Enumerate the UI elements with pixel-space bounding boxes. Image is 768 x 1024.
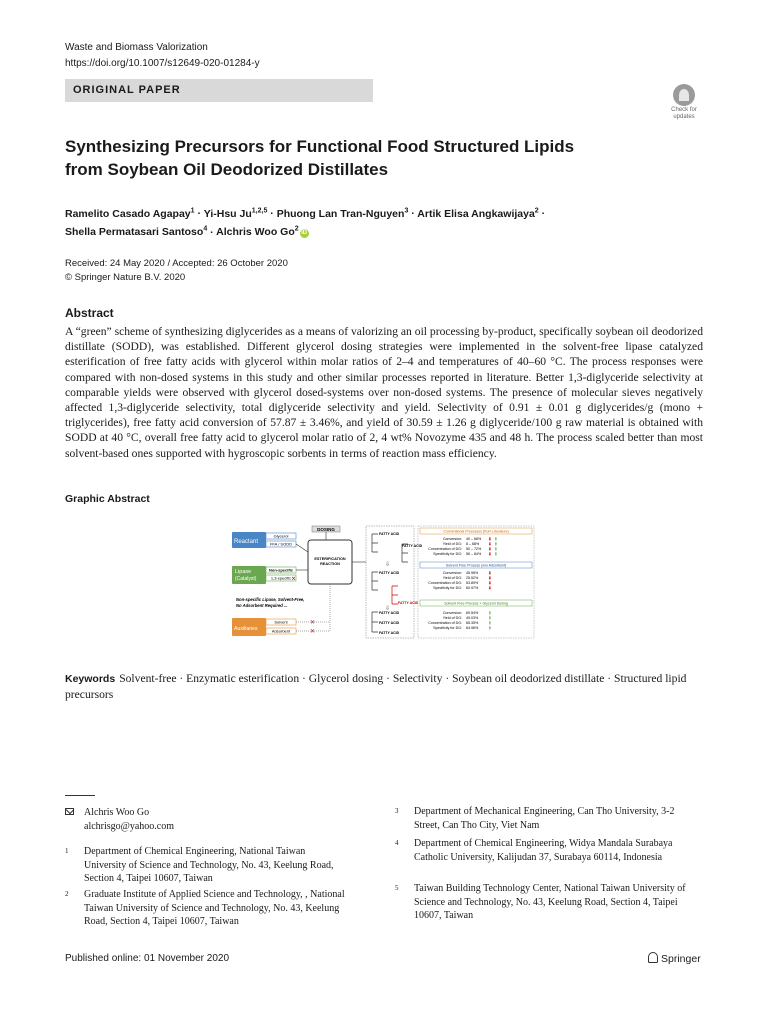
fatty-acid-label: FATTY ACID xyxy=(379,631,400,635)
graphic-abstract-figure xyxy=(232,522,536,640)
mail-icon xyxy=(65,808,74,815)
auxiliaries-label: Auxiliaries xyxy=(234,626,258,632)
svg-text:⬇: ⬇ xyxy=(488,546,492,552)
svg-text:⬇: ⬇ xyxy=(488,536,492,542)
solvent-label: Solvent xyxy=(274,619,288,625)
note-line-2: No Adsorbent Required ... xyxy=(236,603,288,608)
corresponding-author: Alchris Woo Go alchrisgo@yahoo.com xyxy=(65,806,345,833)
keywords-label: Keywords xyxy=(65,673,116,685)
svg-text:50 – 72%: 50 – 72% xyxy=(466,547,482,551)
svg-text:Specificity for DG:: Specificity for DG: xyxy=(433,626,462,630)
svg-text:✕: ✕ xyxy=(310,620,316,626)
svg-text:⬆: ⬆ xyxy=(494,541,498,547)
fatty-acid-label: FATTY ACID xyxy=(398,601,419,605)
svg-text:⬆: ⬆ xyxy=(494,536,498,542)
svg-text:56 – 84%: 56 – 84% xyxy=(466,552,482,556)
publisher-logo: Springer xyxy=(648,952,701,965)
svg-text:⬆: ⬆ xyxy=(488,625,492,631)
svg-text:⇩: ⇩ xyxy=(385,606,391,612)
svg-text:⬇: ⬇ xyxy=(488,575,492,581)
affiliation-5: 5 Taiwan Building Technology Center, National Taiwan University of Science and Technology, No. 43, Keelung Road, Section 4, Taipei 10607, Taiwan xyxy=(395,883,686,921)
svg-text:Concentration of DG:: Concentration of DG: xyxy=(428,581,462,585)
catalyst-label: (Catalyst) xyxy=(235,576,257,582)
svg-text:53.89%: 53.89% xyxy=(466,581,479,585)
svg-text:64.96%: 64.96% xyxy=(466,626,479,630)
affiliation-2: 2 Graduate Institute of Applied Science and Technology, , National Taiwan University of Science and Technology, No. 43, Keelung Road, Section 4, Taipei 10607, Taiwan xyxy=(65,889,345,927)
svg-text:Conversion:: Conversion: xyxy=(442,571,462,575)
svg-text:⬆: ⬆ xyxy=(494,551,498,557)
keywords-list: Solvent-free · Enzymatic esterification · Glycerol dosing · Selectivity · Soybean oil deodorized distillate · Structured lipid precursors xyxy=(65,672,687,701)
check-for-updates-button[interactable]: Check for updates xyxy=(664,84,704,124)
svg-text:49.03%: 49.03% xyxy=(466,616,479,620)
reaction-label-1: ESTERIFICATION xyxy=(314,557,346,561)
svg-text:⬆: ⬆ xyxy=(488,610,492,616)
fatty-acid-label: FATTY ACID xyxy=(379,571,400,575)
svg-text:Yield of DG:: Yield of DG: xyxy=(442,616,462,620)
orcid-icon[interactable]: iD xyxy=(301,230,308,236)
svg-text:8 – 68%: 8 – 68% xyxy=(466,542,480,546)
paper-title: Synthesizing Precursors for Functional Food Structured Lipids from Soybean Oil Deodorized Distillates xyxy=(65,137,575,179)
specific-label: 1,3-specific xyxy=(270,575,292,581)
published-date: Published online: 01 November 2020 xyxy=(65,953,229,964)
svg-text:Specificity for DG:: Specificity for DG: xyxy=(433,552,462,556)
reactant-label: Reactant xyxy=(234,539,259,545)
author[interactable]: Alchris Woo Go$^2$ xyxy=(216,225,299,238)
fatty-acid-label: FATTY ACID xyxy=(402,544,423,548)
svg-text:⇩: ⇩ xyxy=(385,562,391,568)
svg-text:⬇: ⬇ xyxy=(488,580,492,586)
svg-text:Conversion:: Conversion: xyxy=(442,537,462,541)
abstract-heading: Abstract xyxy=(65,306,114,320)
svg-text:⬇: ⬇ xyxy=(488,585,492,591)
author[interactable]: Yi-Hsu Ju$^{1,2,5}$ xyxy=(203,207,268,220)
panel-title-conventional: Conventional Processes (from Literature) xyxy=(443,529,509,534)
fatty-acid-label: FATTY ACID xyxy=(379,532,400,536)
svg-text:Yield of DG:: Yield of DG: xyxy=(442,542,462,546)
svg-text:Concentration of DG:: Concentration of DG: xyxy=(428,621,462,625)
svg-text:65.35%: 65.35% xyxy=(466,621,479,625)
svg-text:⬇: ⬇ xyxy=(488,541,492,547)
affiliation-3: 3 Department of Mechanical Engineering, Can Tho University, 3-2 Street, Can Tho City, Viet Nam xyxy=(395,806,675,831)
svg-text:⬆: ⬆ xyxy=(494,546,498,552)
check-updates-icon xyxy=(673,84,695,106)
journal-header xyxy=(65,40,260,72)
trend-arrows xyxy=(488,537,498,631)
author[interactable]: Artik Elisa Angkawijaya$^2$ xyxy=(417,207,539,220)
svg-text:⬇: ⬇ xyxy=(488,570,492,576)
author[interactable]: Shella Permatasari Santoso$^4$ xyxy=(65,225,208,238)
keywords xyxy=(65,671,705,703)
article-type-banner: ORIGINAL PAPER xyxy=(65,79,373,102)
affiliation-1: 1 Department of Chemical Engineering, National Taiwan University of Science and Technology, No. 43, Keelung Road, Section 4, Taipei 10607, Taiwan xyxy=(65,846,334,884)
svg-text:⬆: ⬆ xyxy=(488,615,492,621)
svg-text:45.98%: 45.98% xyxy=(466,571,479,575)
article-dates: Received: 24 May 2020 / Accepted: 26 October 2020 © Springer Nature B.V. 2020 xyxy=(65,258,288,283)
svg-text:40 – 68%: 40 – 68% xyxy=(466,537,482,541)
nonspecific-label: Non-specific xyxy=(268,567,294,573)
lipase-label: Lipase xyxy=(235,569,252,575)
affiliation-4: 4 Department of Chemical Engineering, Widya Mandala Surabaya Catholic University, Kalijudan 37, Surabaya 60114, Indonesia xyxy=(395,838,673,863)
svg-text:Conversion:: Conversion: xyxy=(442,611,462,615)
note-line-1: Non-specific Lipase, Solvent-Free, xyxy=(236,597,305,602)
author-list: Ramelito Casado Agapay$^1$ · Yi-Hsu Ju$^{1,2,5}$ · Phuong Lan Tran-Nguyen$^3$ · Artik Elisa Angkawijaya$^2$ · Shella Permatasari Santoso$^4$ · Alchris Woo Go$^2$iD xyxy=(65,207,546,238)
svg-text:✕: ✕ xyxy=(310,629,316,635)
svg-text:Concentration of DG:: Concentration of DG: xyxy=(428,547,462,551)
svg-text:60.97%: 60.97% xyxy=(466,586,479,590)
fatty-acid-label: FATTY ACID xyxy=(379,611,400,615)
abstract-text: A “green” scheme of synthesizing diglycerides as a means of valorizing an oil processing by-product, specifically soybean oil deodorized distillate (SODD), was established. Different glycerol dosing strategies were implemented in the solvent-free lipase catalyzed esterification of free fatty acids with glycerol within molar ratios of 2–4 and temperatures of 40–60 °C. The process responses were compared with non-dosed systems in this study and other similar processes reported in literature. Better 1,3-diglyceride selectivity at comparable yields were observed with glycerol dosed-systems over non-dosed systems. The presence of molecular sieves negatively affected 1,3-diglyceride selectivity, total diglyceride selectivity and yield. Selectivity of 0.91 ± 0.01 g diglycerides/g (mono + triglycerides), free fatty acid conversion of 57.87 ± 3.46%, and yield of 30.59 ± 1.26 g diglyceride/100 g raw material is obtained with SODD at 40 °C, overall free fatty acid to glycerol molar ratio of 2, 4 wt% Novozyme 435 and 48 h. The process scaled better than most solvent-based ones supported with hygroscopic sorbents in terms of reaction mass efficiency. xyxy=(65,325,703,460)
author[interactable]: Phuong Lan Tran-Nguyen$^3$ xyxy=(276,207,409,220)
reaction-label-2: REACTION xyxy=(320,562,340,566)
panel-title-solvent-free: Solvent Free Process (w/o Adsorbent) xyxy=(445,563,507,568)
email-link[interactable]: alchrisgo@yahoo.com xyxy=(84,820,175,832)
footnote-divider xyxy=(65,795,95,796)
svg-text:69.54%: 69.54% xyxy=(466,611,479,615)
svg-text:⬆: ⬆ xyxy=(488,620,492,626)
glycerol-label: Glycerol xyxy=(273,533,289,539)
adsorbent-label: Adsorbent xyxy=(271,628,291,634)
svg-text:⬇: ⬇ xyxy=(488,551,492,557)
svg-text:25.52%: 25.52% xyxy=(466,576,479,580)
springer-horse-icon xyxy=(648,952,658,963)
doi-link[interactable]: https://doi.org/10.1007/s12649-020-01284-y xyxy=(65,58,260,69)
journal-name: Waste and Biomass Valorization xyxy=(65,42,208,53)
fatty-acid-label: FATTY ACID xyxy=(379,621,400,625)
panel-title-glycerol-dosing: Solvent Free Process + Glycerol Dosing xyxy=(444,601,508,606)
graphic-abstract-heading: Graphic Abstract xyxy=(65,493,150,505)
author[interactable]: Ramelito Casado Agapay$^1$ xyxy=(65,207,195,220)
svg-text:Specificity for DG:: Specificity for DG: xyxy=(433,586,462,590)
dosing-label: DOSING xyxy=(317,527,335,532)
svg-text:✕: ✕ xyxy=(291,576,297,583)
ffa-label: FFA / SODD xyxy=(269,541,293,547)
svg-text:Yield of DG:: Yield of DG: xyxy=(442,576,462,580)
